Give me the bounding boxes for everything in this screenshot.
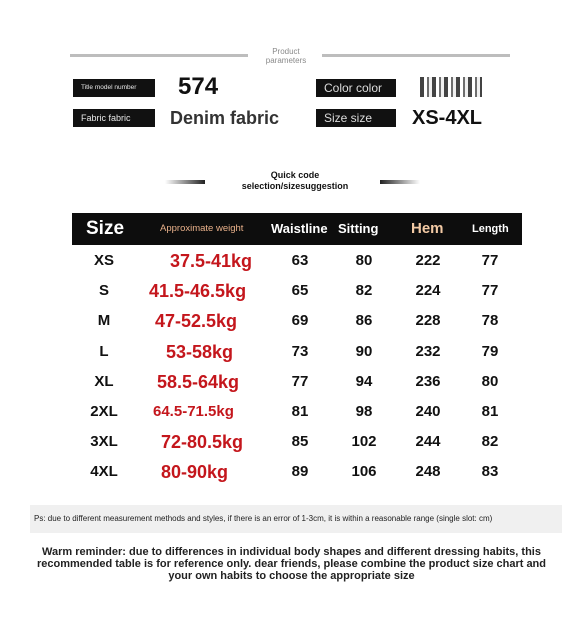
size-cell: XL — [94, 373, 114, 390]
size-range-value: XS-4XL — [412, 107, 483, 129]
fabric-label: Fabric fabric — [73, 109, 155, 127]
size-cell: L — [99, 343, 109, 360]
model-value: 574 — [178, 73, 219, 100]
weight-cell: 72-80.5kg — [161, 432, 244, 452]
header-waistline: Waistline — [271, 221, 328, 236]
length-cell: 81 — [481, 403, 499, 420]
section-title-line1: Product — [272, 47, 300, 56]
section-title — [226, 47, 346, 65]
length-cell: 78 — [481, 312, 499, 329]
model-label: Title model number — [73, 79, 155, 97]
header-length: Length — [472, 223, 509, 235]
size-cell: S — [98, 282, 109, 299]
hem-cell: 244 — [415, 433, 441, 450]
waistline-cell: 85 — [291, 433, 309, 450]
length-cell: 83 — [481, 463, 499, 480]
size-cell: 3XL — [90, 433, 118, 450]
header-size: Size — [86, 218, 125, 239]
sitting-cell: 86 — [355, 312, 373, 329]
quick-rule-left — [165, 180, 205, 184]
sitting-cell: 94 — [355, 373, 373, 390]
waistline-cell: 77 — [291, 373, 309, 390]
quick-rule-right — [380, 180, 420, 184]
sitting-cell: 80 — [355, 252, 373, 269]
waistline-cell: 63 — [291, 252, 309, 269]
length-cell: 77 — [481, 282, 499, 299]
weight-cell: 80-90kg — [161, 462, 229, 482]
quick-code-title — [210, 170, 380, 192]
sitting-cell: 82 — [355, 282, 373, 299]
weight-cell: 37.5-41kg — [170, 251, 253, 271]
weight-cell: 47-52.5kg — [155, 311, 238, 331]
size-cell: M — [97, 312, 111, 329]
measurement-note: Ps: due to different measurement methods and styles, if there is an error of 1-3cm, it is within a reasonable range (single slot: cm) — [34, 514, 493, 523]
waistline-cell: 69 — [291, 312, 309, 329]
header-hem: Hem — [411, 220, 444, 237]
length-cell: 82 — [481, 433, 499, 450]
warm-reminder — [10, 546, 573, 582]
reminder-line3: your own habits to choose the appropriate size — [168, 570, 415, 582]
waistline-cell: 73 — [291, 343, 309, 360]
size-label: Size size — [316, 109, 396, 127]
section-title-line2: parameters — [265, 56, 307, 65]
waistline-cell: 81 — [291, 403, 309, 420]
weight-cell: 53-58kg — [166, 342, 234, 362]
hem-cell: 224 — [415, 282, 441, 299]
weight-cell: 64.5-71.5kg — [153, 403, 234, 420]
sitting-cell: 106 — [351, 463, 377, 480]
header-sitting: Sitting — [338, 221, 379, 236]
hem-cell: 240 — [415, 403, 441, 420]
length-cell: 77 — [481, 252, 499, 269]
color-label: Color color — [316, 79, 396, 97]
waistline-cell: 89 — [291, 463, 309, 480]
hem-cell: 232 — [415, 343, 441, 360]
sitting-cell: 98 — [355, 403, 373, 420]
length-cell: 80 — [481, 373, 499, 390]
hem-cell: 222 — [415, 252, 441, 269]
waistline-cell: 65 — [291, 282, 309, 299]
quick-code-line2: selection/sizesuggestion — [241, 181, 349, 191]
hem-cell: 236 — [415, 373, 441, 390]
fabric-value: Denim fabric — [170, 108, 280, 128]
size-cell: 4XL — [90, 463, 118, 480]
hem-cell: 248 — [415, 463, 441, 480]
quick-code-line1: Quick code — [270, 170, 320, 180]
size-table-header — [72, 213, 522, 245]
reminder-line1: Warm reminder: due to differences in individual body shapes and different dressing habits, this — [42, 546, 541, 558]
header-rule-right — [322, 54, 510, 57]
hem-cell: 228 — [415, 312, 441, 329]
header-rule-left — [70, 54, 248, 57]
sitting-cell: 90 — [355, 343, 373, 360]
sitting-cell: 102 — [351, 433, 377, 450]
size-cell: XS — [93, 252, 114, 269]
weight-cell: 41.5-46.5kg — [149, 281, 247, 301]
reminder-line2: recommended table is for reference only. dear friends, please combine the product size chart and — [37, 558, 546, 570]
length-cell: 79 — [481, 343, 499, 360]
size-cell: 2XL — [90, 403, 118, 420]
color-swatch-image — [420, 77, 482, 97]
header-weight: Approximate weight — [160, 223, 244, 234]
weight-cell: 58.5-64kg — [157, 372, 240, 392]
